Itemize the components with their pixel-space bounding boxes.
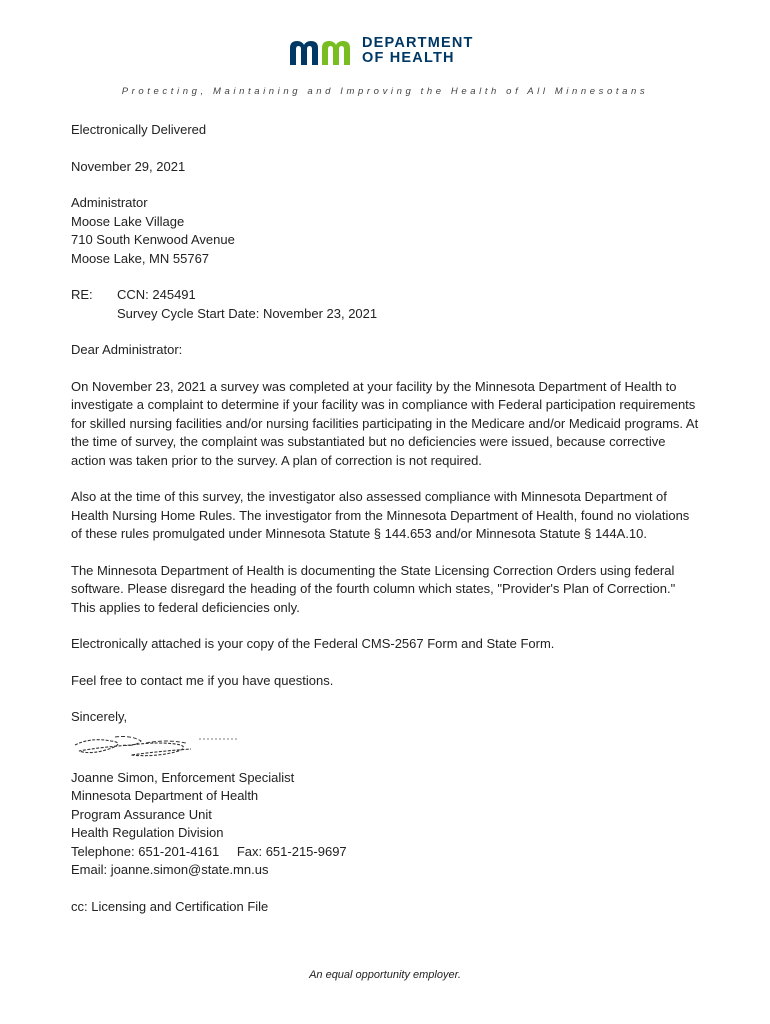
body-paragraph: Electronically attached is your copy of the Federal CMS-2567 Form and State Form. [71,636,555,651]
signer-fax: Fax: 651-215-9697 [236,843,347,859]
closing: Sincerely, [71,709,128,724]
letter-body [71,121,701,934]
letter-date: November 29, 2021 [71,158,186,174]
body-paragraph: Feel free to contact me if you have questions. [71,672,334,688]
signer-org: Minnesota Department of Health [71,788,259,803]
logo-line-1: DEPARTMENT [362,35,474,51]
footer-note: An equal opportunity employer. [309,969,461,981]
tagline: Protecting, Maintaining and Improving the Health of All Minnesotans [121,86,649,97]
recipient-line: Administrator [71,195,148,210]
signer-division: Health Regulation Division [71,825,224,840]
salutation: Dear Administrator: [71,342,183,357]
signer-telephone: Telephone: 651-201-4161 [71,843,220,859]
signature-icon [71,731,251,767]
cc-line: cc: Licensing and Certification File [71,898,269,914]
delivery-method: Electronically Delivered [71,122,207,137]
body-paragraph: On November 23, 2021 a survey was completed at your facility by the Minnesota Department of Health to investigate a complaint to determine if your facility was in compliance with Federal participation requirements for skilled nursing facilities and/or nursing facilities participating in the Medicare and/or Medicaid programs. At the time of survey, the complaint was substantiated but no deficiencies were issued, because corrective action was taken prior to the survey. A plan of correction is not required. [71,378,699,468]
signer-email: Email: joanne.simon@state.mn.us [71,862,269,877]
recipient-line: Moose Lake, MN 55767 [71,250,210,266]
body-paragraph: The Minnesota Department of Health is documenting the State Licensing Correction Orders using federal software. Please disregard the heading of the fourth column which states, "Provider's Plan of Correction." This applies to federal deficiencies only. [71,562,676,615]
letterhead [0,30,770,75]
re-line: CCN: 245491 [117,287,196,302]
contact-phone-row [71,843,701,862]
signer-unit: Program Assurance Unit [71,806,212,822]
recipient-line: 710 South Kenwood Avenue [71,232,235,247]
logo-wordmark [362,36,474,66]
signer-name: Joanne Simon, Enforcement Specialist [71,769,295,785]
signature-block [71,769,701,880]
mn-logo-icon [288,38,356,66]
recipient-address [71,194,701,268]
handwritten-signature [71,731,701,769]
re-label: RE: [71,287,93,302]
re-line: Survey Cycle Start Date: November 23, 2021 [117,305,378,321]
re-block [71,286,701,323]
body-paragraph: Also at the time of this survey, the investigator also assessed compliance with Minnesota Department of Health Nursing Home Rules. The investigator from the Minnesota Department of Health, found no violations of these rules promulgated under Minnesota Statute § 144.653 and/or Minnesota Statute § 144A.10. [71,489,690,541]
recipient-line: Moose Lake Village [71,213,185,229]
logo-line-2: OF HEALTH [362,50,455,66]
